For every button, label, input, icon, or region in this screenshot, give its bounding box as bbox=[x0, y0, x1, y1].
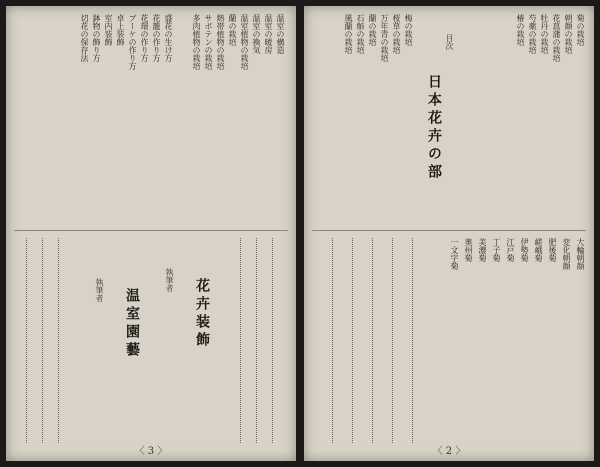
toc-entry: 変化朝顔 bbox=[562, 238, 571, 270]
toc-entry: 奥州菊 bbox=[464, 238, 473, 262]
right-top-section bbox=[312, 14, 586, 224]
toc-entry: 蘭の栽培 bbox=[228, 14, 237, 46]
toc-entry: 桜草の栽培 bbox=[392, 14, 401, 54]
toc-entry: 温室の換気 bbox=[252, 14, 261, 54]
toc-entry: 江戸菊 bbox=[506, 238, 515, 262]
section-subtitle: 執筆者 bbox=[165, 268, 174, 292]
leader-dots bbox=[412, 238, 419, 443]
leader-dots bbox=[392, 238, 399, 443]
section-subtitle: 執筆者 bbox=[95, 278, 104, 302]
leader-dots bbox=[372, 238, 379, 443]
toc-entry: 多肉植物の栽培 bbox=[192, 14, 201, 70]
toc-entry: 温室の構造 bbox=[276, 14, 285, 54]
toc-entry: 温室植物の栽培 bbox=[240, 14, 249, 70]
toc-entry: 石斛の栽培 bbox=[356, 14, 365, 54]
toc-entry: 芍薬の栽培 bbox=[528, 14, 537, 54]
toc-entry: 牡丹の栽培 bbox=[540, 14, 549, 54]
toc-entry: 美濃菊 bbox=[478, 238, 487, 262]
section-title: 温室園藝 bbox=[124, 288, 140, 360]
toc-entry: 鉢物の飾り方 bbox=[92, 14, 101, 62]
toc-entry: 梅の栽培 bbox=[404, 14, 413, 46]
toc-entry: 室内装飾 bbox=[104, 14, 113, 46]
left-top-section bbox=[14, 14, 288, 224]
toc-entry: 風蘭の栽培 bbox=[344, 14, 353, 54]
section-subtitle: 目次 bbox=[445, 34, 454, 50]
toc-entries-band bbox=[14, 14, 288, 214]
leader-dots bbox=[272, 238, 279, 443]
toc-entry: 朝顔の栽培 bbox=[564, 14, 573, 54]
toc-entry: 丁子菊 bbox=[492, 238, 501, 262]
right-page bbox=[304, 6, 594, 461]
page-number: 〈 3 〉 bbox=[134, 446, 168, 457]
toc-entry: ブーケの作り方 bbox=[128, 14, 137, 70]
toc-entry: 菊の栽培 bbox=[576, 14, 585, 46]
toc-entry: 卓上装飾 bbox=[116, 14, 125, 46]
right-bottom-section bbox=[312, 238, 586, 443]
toc-entry: 嵯峨菊 bbox=[534, 238, 543, 262]
leader-dots bbox=[352, 238, 359, 443]
toc-entry: 切花の保存法 bbox=[80, 14, 89, 62]
section-divider bbox=[14, 230, 288, 231]
toc-entry: 肥後菊 bbox=[548, 238, 557, 262]
left-page bbox=[6, 6, 296, 461]
toc-entry: 伊勢菊 bbox=[520, 238, 529, 262]
page-number: 〈 2 〉 bbox=[432, 446, 466, 457]
toc-entry: 椿の栽培 bbox=[516, 14, 525, 46]
section-title: 花卉装飾 bbox=[194, 278, 210, 350]
left-bottom-section bbox=[14, 238, 288, 443]
leader-dots bbox=[26, 238, 33, 443]
section-divider bbox=[312, 230, 586, 231]
toc-entry: 万年青の栽培 bbox=[380, 14, 389, 62]
leader-dots bbox=[58, 238, 65, 443]
toc-entry: 花菖蒲の栽培 bbox=[552, 14, 561, 62]
section-title: 日本花卉の部 bbox=[426, 74, 442, 182]
toc-entry: 熱帯植物の栽培 bbox=[216, 14, 225, 70]
toc-entry: 花籠の作り方 bbox=[152, 14, 161, 62]
toc-entry: 一文字菊 bbox=[450, 238, 459, 270]
leader-dots bbox=[332, 238, 339, 443]
toc-entry: 盛花の生け方 bbox=[164, 14, 173, 62]
toc-entry: 大輪朝顔 bbox=[576, 238, 585, 270]
toc-entry: 温室の暖房 bbox=[264, 14, 273, 54]
leader-dots bbox=[240, 238, 247, 443]
toc-entry: 花環の作り方 bbox=[140, 14, 149, 62]
toc-entry: サボテンの栽培 bbox=[204, 14, 213, 70]
toc-entry: 蘭の栽培 bbox=[368, 14, 377, 46]
leader-dots bbox=[256, 238, 263, 443]
leader-dots bbox=[42, 238, 49, 443]
